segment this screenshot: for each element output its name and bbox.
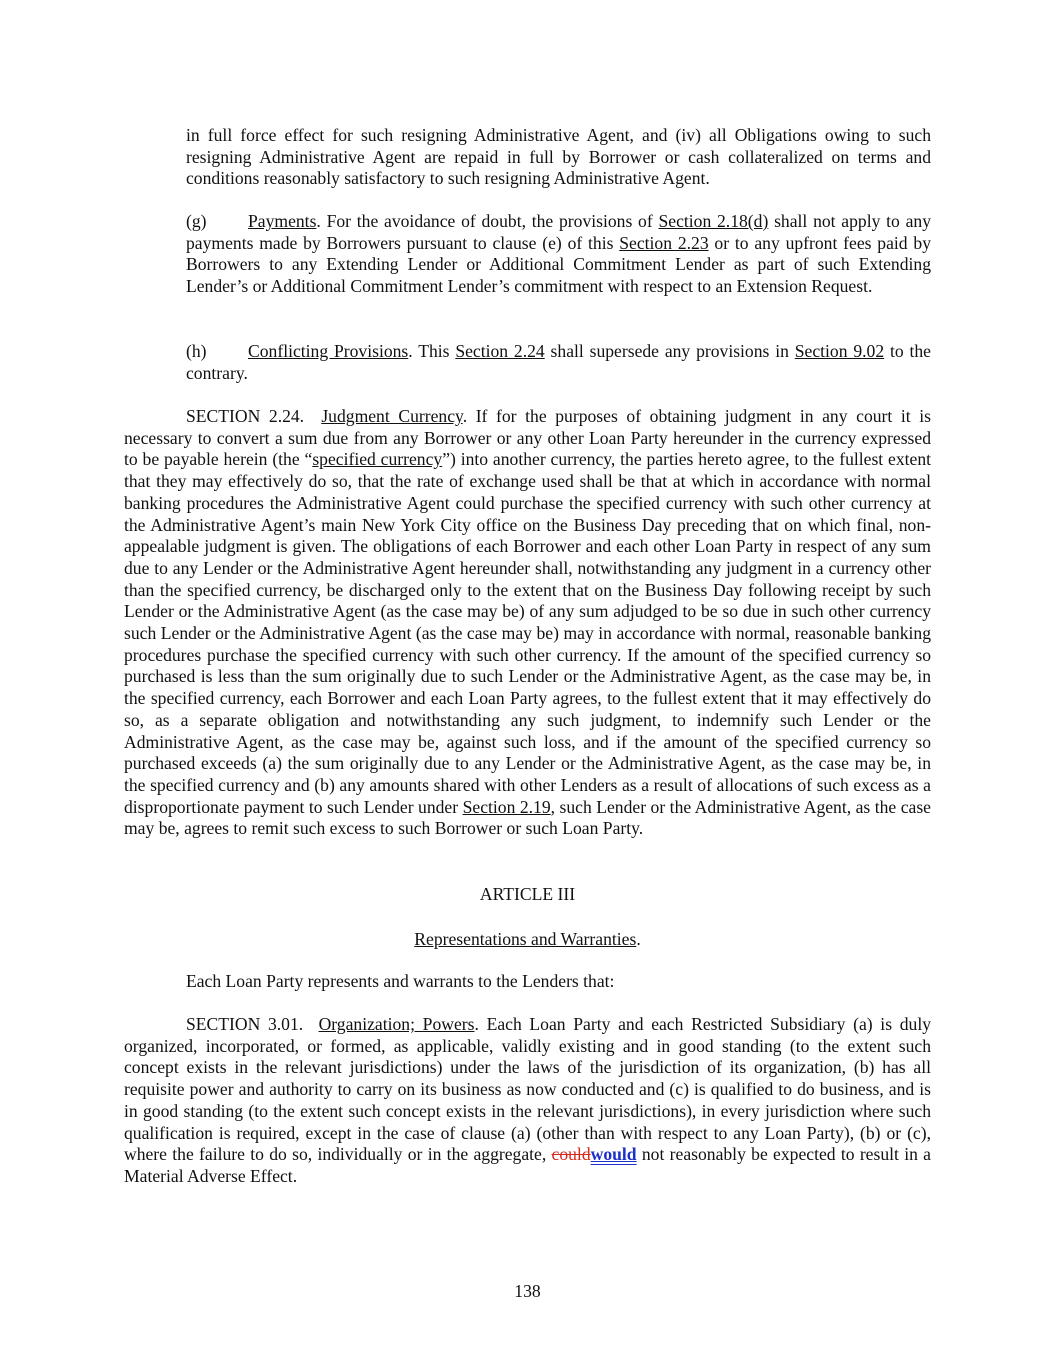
section-2-24-text-2: ”) into another currency, the parties hereto agree, to the fullest extent that they may effectively do so, that the rate of exchange used shall be that at which in accordance with normal banking procedures the Administrative Agent could purchase the specified currency with such other currency at the Administrative Agent’s main New York City office on the Business Day preceding that on which final, non-appealable judgment is given. The obligations of each Borrower and each other Loan Party in respect of any sum due to any Lender or the Administrative Agent hereunder shall, notwithstanding any judgment in a currency other than the specified currency, be discharged only to the extent that on the Business Day following receipt by such Lender or the Administrative Agent (as the case may be) of any sum adjudged to be so due in such other currency such Lender or the Administrative Agent (as the case may be) may in accordance with normal, reasonable banking procedures purchase the specified currency with such other currency. If the amount of the specified currency so purchased is less than the sum originally due to such Lender or the Administrative Agent, as the case may be, in the specified currency, each Borrower and each Loan Party agrees, to the fullest extent that it may effectively do so, as a separate obligation and notwithstanding any such judgment, to indemnify such Lender or the Administrative Agent, as the case may be, against such loss, and if the amount of the specified currency so purchased exceeds (a) the sum originally due to any Lender or the Administrative Agent, as the case may be, in the specified currency and (b) any amounts shared with other Lenders as a result of allocations of such excess as a disproportionate payment to such Lender under — [124, 449, 932, 817]
page-number: 138 — [514, 1281, 541, 1301]
section-ref-2-23: Section 2.23 — [619, 232, 709, 253]
section-2-24-text-1: . If for the purposes of obtaining judgment in any court it is necessary to convert a sum due from any Borrower or any other Loan Party hereunder in the currency expressed to be payable herein (the “ — [124, 406, 932, 470]
section-2-24 — [124, 406, 931, 840]
deleted-text: could — [551, 1144, 591, 1165]
section-ref-9-02: Section 9.02 — [794, 341, 885, 361]
clause-h-label: (h) — [186, 341, 207, 361]
section-3-01 — [124, 1014, 931, 1188]
clause-h-text-1: . This — [408, 341, 456, 361]
clause-h-text-3: to the contrary. — [186, 341, 931, 383]
clause-g — [186, 211, 931, 298]
clause-g-text-2: shall not apply to any payments made by Borrowers pursuant to clause (e) of this — [186, 211, 931, 253]
section-2-24-heading: Judgment Currency — [321, 406, 463, 426]
section-2-24-number: SECTION 2.24. — [186, 406, 305, 426]
reps-intro: Each Loan Party represents and warrants to the Lenders that: — [186, 971, 615, 991]
article-subtitle-text: Representations and Warranties — [414, 929, 637, 949]
clause-g-text-1: . For the avoidance of doubt, the provisions of — [316, 211, 659, 231]
article-subtitle — [124, 929, 931, 951]
section-ref-2-19: Section 2.19 — [462, 796, 551, 817]
clause-g-heading: Payments — [248, 211, 317, 231]
clause-g-text-3: or to any upfront fees paid by Borrowers to any Extending Lender or Additional Commitment Lender as part of such Extending Lender’s or Additional Commitment Lender’s commitment with respect to an Extension Request. — [186, 232, 931, 297]
section-3-01-text-1: . Each Loan Party and each Restricted Subsidiary (a) is duly organized, incorporated, or formed, as applicable, validly existing and in good standing (to the extent such concept exists in the relevant jurisdictions) under the laws of the jurisdiction of its organization, (b) has all requisite power and authority to carry on its business as now conducted and (c) is qualified to do business, and is in good standing (to the extent such concept exists in the relevant jurisdictions), in every jurisdiction where such qualification is required, except in the case of clause (a) (other than with respect to any Loan Party), (b) or (c), where the failure to do so, individually or in the aggregate, — [124, 1014, 932, 1165]
clause-h-text-2: shall supersede any provisions in — [544, 341, 795, 361]
section-3-01-heading: Organization; Powers — [318, 1014, 475, 1034]
section-3-01-number: SECTION 3.01. — [186, 1014, 304, 1034]
section-ref-2-18-d: Section 2.18(d) — [658, 211, 769, 231]
clause-h-heading: Conflicting Provisions — [248, 341, 409, 361]
article-title: ARTICLE III — [479, 884, 576, 904]
section-ref-2-24: Section 2.24 — [455, 341, 545, 361]
paragraph-continuation: in full force effect for such resigning Administrative Agent, and (iv) all Obligations owing to such resigning Administrative Agent are repaid in full by Borrower or cash collateralized on terms and conditions reasonably satisfactory to such resigning Administrative Agent. — [186, 125, 931, 189]
clause-h — [186, 341, 931, 384]
clause-g-label: (g) — [186, 211, 207, 231]
defined-term-specified-currency: specified currency — [312, 449, 443, 470]
section-3-01-text-2: not reasonably be expected to result in a Material Adverse Effect. — [124, 1144, 931, 1186]
article-subtitle-period: . — [636, 929, 641, 949]
inserted-text: would — [590, 1144, 637, 1165]
section-2-24-text-3: , such Lender or the Administrative Agent, as the case may be, agrees to remit such excess to such Borrower or such Loan Party. — [124, 796, 931, 839]
